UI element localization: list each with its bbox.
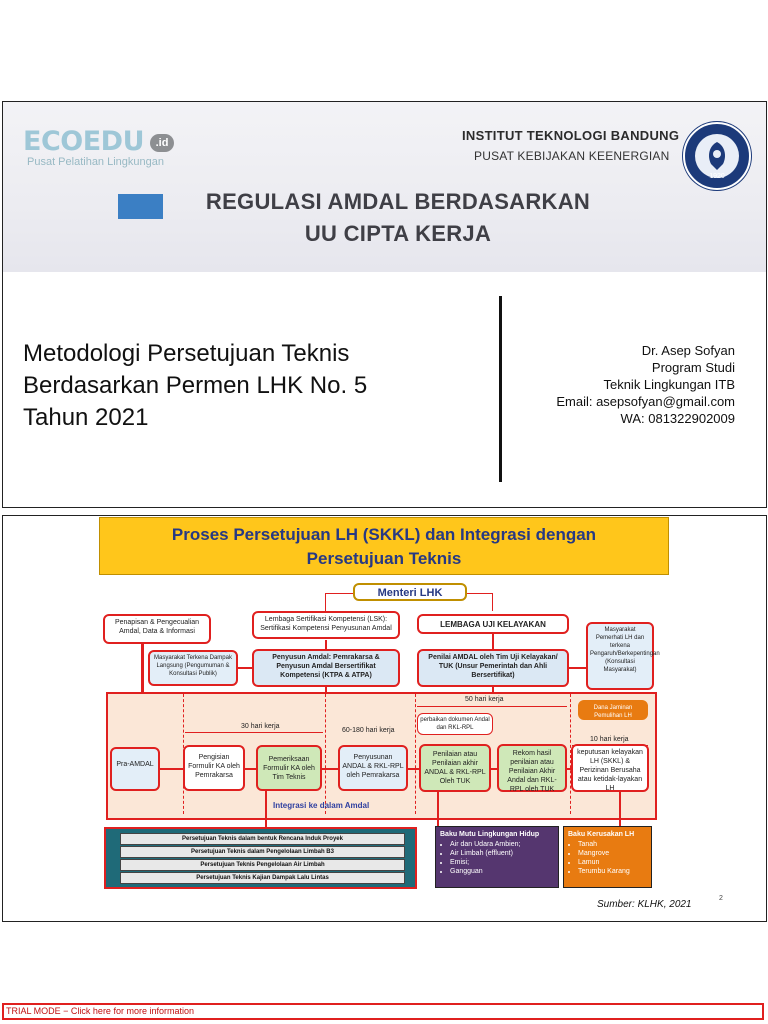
flow-arrow (408, 768, 419, 770)
process-title (99, 517, 669, 575)
seal-year: 1920 (709, 173, 725, 180)
pra-amdal-box: Pra-AMDAL (110, 747, 160, 791)
perbaikan-box: perbaikan dokumen Andal dan RKL-RPL (417, 713, 493, 735)
baku-kerusakan-item: • Tanah (578, 840, 647, 849)
center-name: PUSAT KEBIJAKAN KEENERGIAN (474, 149, 670, 163)
title-slide (2, 101, 767, 508)
baku-mutu-item: • Air dan Udara Ambien; (450, 840, 554, 849)
itb-seal-logo (683, 122, 751, 190)
connector (325, 640, 327, 649)
regulation-title-line1: REGULASI AMDAL BERDASARKAN (205, 189, 591, 214)
slide-banner (3, 102, 766, 272)
presentation-heading (23, 338, 483, 434)
author-program: Program Studi (651, 360, 735, 375)
pemeriksaan-box: Pemeriksaan Formulir KA oleh Tim Teknis (256, 745, 322, 791)
process-title-line2: Persetujuan Teknis (306, 549, 462, 568)
penilaian-box: Penilaian atau Penilaian akhir ANDAL & RKL-RPL Oleh TUK (419, 744, 491, 792)
baku-mutu-title: Baku Mutu Lingkungan Hidup (440, 831, 540, 838)
heading-line1: Metodologi Persetujuan Teknis (23, 340, 350, 367)
regulation-title-line2: UU CIPTA KERJA (304, 221, 492, 246)
ecoedu-tagline: Pusat Pelatihan Lingkungan (27, 156, 164, 168)
timeline-divider (415, 694, 416, 814)
baku-kerusakan-box (563, 826, 652, 888)
connector (492, 634, 494, 649)
baku-mutu-item: • Gangguan (450, 867, 554, 876)
regulation-title (173, 186, 623, 250)
timeline-line-50 (417, 706, 567, 707)
pertek-item: Persetujuan Teknis Kajian Dampak Lalu Lintas (120, 872, 405, 884)
label-30-hari: 30 hari kerja (241, 723, 280, 730)
up-arrow (437, 792, 439, 826)
author-department: Teknik Lingkungan ITB (603, 377, 735, 392)
source-note: Sumber: KLHK, 2021 (597, 899, 692, 910)
process-slide (2, 515, 767, 922)
flow-arrow (160, 768, 183, 770)
institution-name: INSTITUT TEKNOLOGI BANDUNG (462, 128, 680, 143)
keputusan-box: keputusan kelayakan LH (SKKL) & Perizinan Berusaha atau ketidak-layakan LH (571, 744, 649, 792)
penyusun-amdal-box: Penyusun Amdal: Pemrakarsa & Penyusun Amdal Bersertifikat Kompetensi (KTPA & ATPA) (252, 649, 400, 687)
author-email: Email: asepsofyan@gmail.com (556, 394, 735, 409)
flow-arrow (245, 768, 256, 770)
lsk-box: Lembaga Sertifikasi Kompetensi (LSK): Sertifikasi Kompetensi Penyusunan Amdal (252, 611, 400, 639)
baku-kerusakan-item: • Terumbu Karang (578, 867, 647, 876)
page-number: 2 (719, 895, 723, 902)
author-info (513, 342, 735, 427)
ganesha-emblem-icon (695, 134, 739, 178)
connector (492, 593, 493, 611)
masyarakat-pemerhati-box: Masyarakat Pemerhati LH dan terkena Pengaruh/Berkepentingan (Konsultasi Masyarakat) (586, 622, 654, 690)
connector (325, 593, 353, 594)
persetujuan-teknis-panel (104, 827, 417, 889)
down-arrow (141, 644, 144, 692)
label-60-180-hari: 60-180 hari kerja (342, 727, 395, 734)
flow-arrow (322, 768, 338, 770)
pertek-item: Persetujuan Teknis Pengelolaan Air Limbah (120, 859, 405, 871)
heading-line3: Tahun 2021 (23, 404, 149, 431)
penilai-amdal-box: Penilai AMDAL oleh Tim Uji Kelayakan/ TUK (Unsur Pemerintah dan Ahli Bersertifikat) (417, 649, 569, 687)
pertek-item: Persetujuan Teknis dalam bentuk Rencana Induk Proyek (120, 833, 405, 845)
connector (569, 667, 586, 669)
connector (467, 593, 493, 594)
penapisan-box: Penapisan & Pengecualian Amdal, Data & Informasi (103, 614, 211, 644)
luk-box: LEMBAGA UJI KELAYAKAN (417, 614, 569, 634)
author-whatsapp: WA: 081322902009 (620, 411, 735, 426)
label-50-hari: 50 hari kerja (465, 696, 504, 703)
trial-mode-link[interactable]: TRIAL MODE − Click here for more information (2, 1003, 764, 1020)
timeline-line-30 (185, 732, 323, 733)
label-10-hari: 10 hari kerja (590, 736, 629, 743)
baku-kerusakan-title: Baku Kerusakan LH (568, 831, 635, 838)
author-name: Dr. Asep Sofyan (641, 343, 735, 358)
connector (238, 667, 252, 669)
process-title-line1: Proses Persetujuan LH (SKKL) dan Integrasi dengan (171, 525, 597, 544)
baku-mutu-item: • Emisi; (450, 858, 554, 867)
penyusunan-box: Penyusunan ANDAL & RKL-RPL oleh Pemrakarsa (338, 745, 408, 791)
up-arrow (265, 791, 267, 827)
flow-arrow (567, 768, 571, 770)
connector (325, 593, 326, 611)
integrasi-label: Integrasi ke dalam Amdal (273, 801, 370, 810)
masyarakat-terkena-box: Masyarakat Terkena Dampak Langsung (Pengumuman & Konsultasi Publik) (148, 650, 238, 686)
baku-mutu-box (435, 826, 559, 888)
pengisian-box: Pengisian Formulir KA oleh Pemrakarsa (183, 745, 245, 791)
menteri-box: Menteri LHK (353, 583, 467, 601)
vertical-divider (499, 296, 502, 482)
up-arrow (619, 792, 621, 826)
ecoedu-logo-suffix: .id (150, 134, 174, 152)
timeline-divider (325, 694, 326, 814)
baku-mutu-item: • Air Limbah (effluent) (450, 849, 554, 858)
baku-kerusakan-item: • Mangrove (578, 849, 647, 858)
rekom-box: Rekom hasil penilaian atau Penilaian Akhir Andal dan RKL-RPL oleh TUK (497, 744, 567, 792)
flow-arrow (491, 768, 497, 770)
title-accent-bar (118, 194, 163, 219)
ecoedu-logo: ECOEDU (23, 126, 144, 157)
baku-kerusakan-item: • Lamun (578, 858, 647, 867)
heading-line2: Berdasarkan Permen LHK No. 5 (23, 372, 368, 399)
pertek-item: Persetujuan Teknis dalam Pengelolaan Limbah B3 (120, 846, 405, 858)
dana-jaminan-box: Dana Jaminan Pemulihan LH (578, 700, 648, 720)
